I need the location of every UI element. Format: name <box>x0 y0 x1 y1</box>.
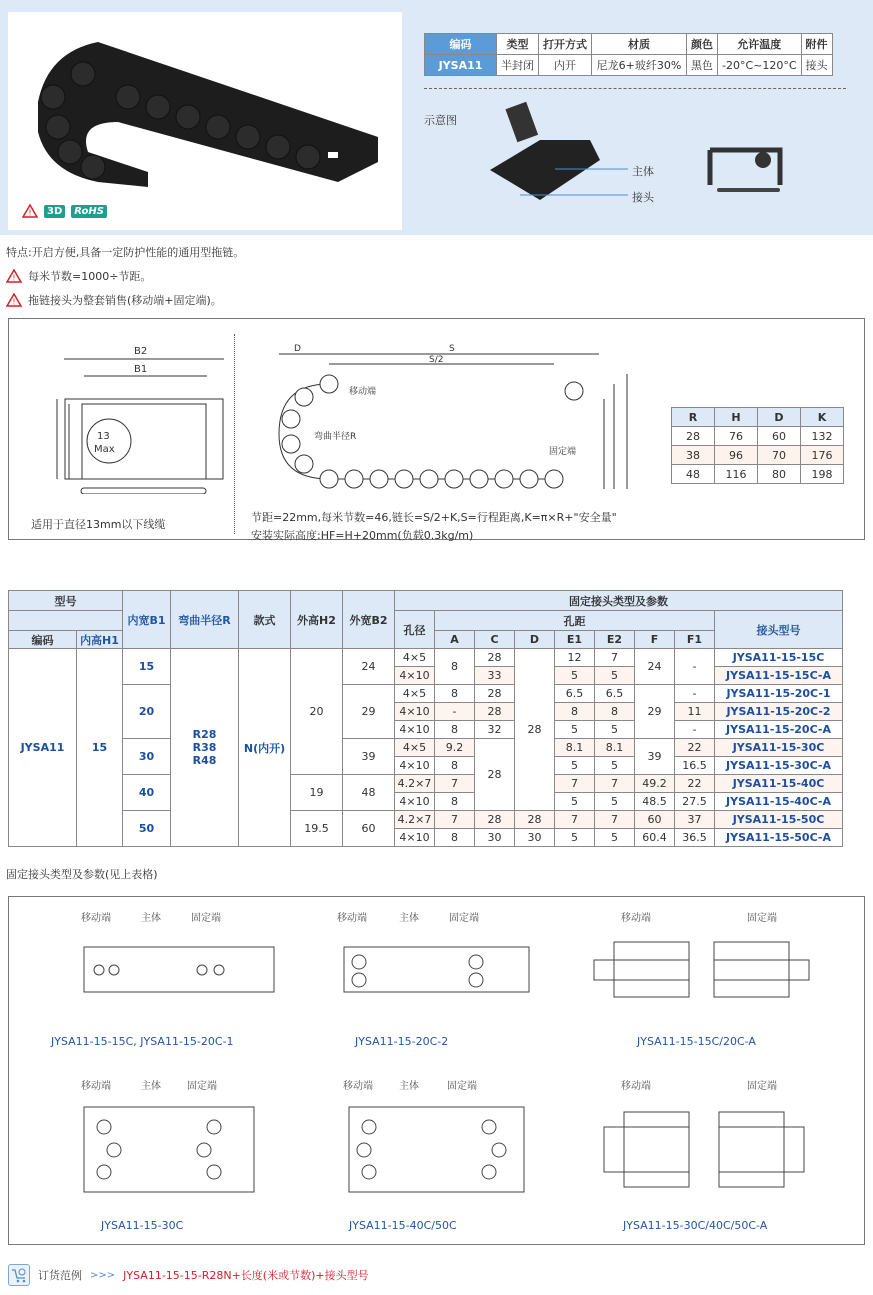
svg-text:13: 13 <box>97 431 110 442</box>
rohs-badge: RoHS <box>71 205 107 218</box>
divider <box>424 88 846 89</box>
table-row: 50 19.5 60 4.2×7 7 28 28 7 7 60 37 JYSA11-15-50C <box>9 811 843 829</box>
svg-text:移动端: 移动端 <box>349 387 377 397</box>
formula-line-1: 节距=22mm,每米节数=46,链长=S/2+K,S=行程距离,K=π×R+"安全量" <box>251 511 617 524</box>
svg-text:固定端: 固定端 <box>549 447 577 457</box>
side-view-drawing <box>249 339 649 499</box>
cable-note: 适用于直径13mm以下线缆 <box>31 518 166 531</box>
spec-header: 附件 <box>801 34 832 55</box>
table-row: 4×10 8 5 5 16.5 JYSA11-15-30C-A <box>9 757 843 775</box>
product-photo <box>8 12 402 230</box>
connectors-section-title: 固定接头类型及参数(见上表格) <box>6 868 158 881</box>
spec-header: 颜色 <box>687 34 718 55</box>
spec-header: 允许温度 <box>718 34 802 55</box>
feature-note: 特点:开启方便,具备一定防护性能的通用型拖链。 <box>6 246 245 259</box>
order-code: JYSA11-15-15-R28N+长度(米或节数)+接头型号 <box>123 1269 369 1282</box>
warning-icon <box>22 204 38 218</box>
warning-icon <box>6 269 22 283</box>
spec-header: 打开方式 <box>539 34 592 55</box>
sketch-label: 示意图 <box>424 114 457 127</box>
spec-value: 内开 <box>539 55 592 76</box>
svg-text:S/2: S/2 <box>429 355 444 365</box>
order-label: 订货范例 <box>38 1269 82 1282</box>
arrow-icon: >>> <box>90 1269 116 1281</box>
spec-table <box>424 33 833 76</box>
table-row: 20 29 4×5 8 28 6.5 6.5 29 - JYSA11-15-20C-1 <box>9 685 843 703</box>
warning-note: ! 每米节数=1000÷节距。 <box>6 268 151 284</box>
spec-value: -20°C~120°C <box>718 55 802 76</box>
table-row: JYSA11 15 15 R28 R38 R48 N(内开) 20 24 4×5 8 28 28 12 7 24 - JYSA11-15-15C <box>9 649 843 667</box>
spec-header: 编码 <box>425 34 497 55</box>
3d-badge: 3D <box>44 205 65 218</box>
cross-section-drawing <box>49 344 229 494</box>
table-row: 4×10 8 30 30 5 5 60.4 36.5 JYSA11-15-50C-A <box>9 829 843 847</box>
warning-icon <box>6 293 22 307</box>
formula-line-2: 安装实际高度:HF=H+20mm(负载0.3kg/m) <box>251 529 474 542</box>
spec-header: 材质 <box>592 34 687 55</box>
table-row: 4×10 8 32 5 5 - JYSA11-15-20C-A <box>9 721 843 739</box>
spec-value: 半封闭 <box>497 55 539 76</box>
svg-text:S: S <box>449 344 455 354</box>
model-table: 型号 内宽B1 弯曲半径R 款式 外高H2 外宽B2 固定接头类型及参数 孔径 孔距 接头型号 编码 内高H1 A C D E1 E2 F F1 JYSA11 15 15 R28 R38 R48 N(内开) 20 24 4×5 8 28 28 12 7 24 - JYSA11-15-15C 4×10 33 5 5 JYSA11-15-15C-A 20 29 4×5 8 28 6.5 6.5 29 - JYSA11-15-20C-1 4×10 - 28 8 8 11 JYSA11-15-20C-2 4×10 8 32 5 5 - JYSA11-15-20C-A 30 39 4×5 9.2 28 8.1 8.1 39 22 JYSA11-15-30C 4×10 8 5 5 16.5 JYSA11-15-30C-A 40 19 48 4.2×7 7 7 7 49.2 22 JYSA11-15-40C 4×10 8 5 5 48.5 27.5 JYSA11-15-40C-A 50 19.5 60 4.2×7 7 28 28 7 7 60 37 JYSA11-15-50C 4×10 8 30 30 5 5 60.4 36.5 JYSA11-15-50C-A <box>8 590 843 847</box>
connector-drawings-row1 <box>49 932 869 1002</box>
table-row: 30 39 4×5 9.2 28 8.1 8.1 39 22 JYSA11-15-30C <box>9 739 843 757</box>
spec-value: 尼龙6+玻纤30% <box>592 55 687 76</box>
svg-text:B2: B2 <box>134 346 148 357</box>
dimension-drawing-panel <box>8 318 865 540</box>
svg-text:Max: Max <box>94 444 115 455</box>
connector-drawings-panel: 移动端 主体 固定端 移动端 主体 固定端 移动端 固定端 JYSA11-15-15C, JYSA11-15-20C-1 JYSA11-15-20C-2 JYSA11-15-15C/20C-A 移动端 主体 固定端 移动端 主体 固定端 移动端 固定端 JYSA11-15-30C JYSA11-15-40C/50C JYSA11-15-30C/40C/50C-A <box>8 896 865 1245</box>
callout-body: 主体 <box>632 165 654 178</box>
spec-value: 接头 <box>801 55 832 76</box>
spec-header: 类型 <box>497 34 539 55</box>
table-row: 40 19 48 4.2×7 7 7 7 49.2 22 JYSA11-15-40C <box>9 775 843 793</box>
svg-text:弯曲半径R: 弯曲半径R <box>314 432 357 442</box>
svg-text:B1: B1 <box>134 364 148 375</box>
connector-drawings-row2 <box>49 1102 869 1202</box>
order-example <box>8 1264 369 1286</box>
spec-value: 黑色 <box>687 55 718 76</box>
divider <box>234 334 235 534</box>
svg-text:!: ! <box>12 297 16 307</box>
badge-row <box>22 204 107 218</box>
svg-text:D: D <box>294 344 301 354</box>
radius-table: R H D K 28 76 60 132 38 96 70 176 48 116 80 198 <box>671 407 844 484</box>
table-row: 4×10 - 28 8 8 11 JYSA11-15-20C-2 <box>9 703 843 721</box>
spec-code: JYSA11 <box>425 55 497 76</box>
svg-text:!: ! <box>12 273 16 283</box>
warning-note: ! 拖链接头为整套销售(移动端+固定端)。 <box>6 292 222 308</box>
callout-connector: 接头 <box>632 191 654 204</box>
cart-icon <box>8 1264 30 1286</box>
svg-text:!: ! <box>28 208 32 218</box>
table-row: 4×10 33 5 5 JYSA11-15-15C-A <box>9 667 843 685</box>
table-row: 4×10 8 5 5 48.5 27.5 JYSA11-15-40C-A <box>9 793 843 811</box>
drag-chain-image <box>8 12 402 230</box>
connector-sketch <box>480 100 840 210</box>
